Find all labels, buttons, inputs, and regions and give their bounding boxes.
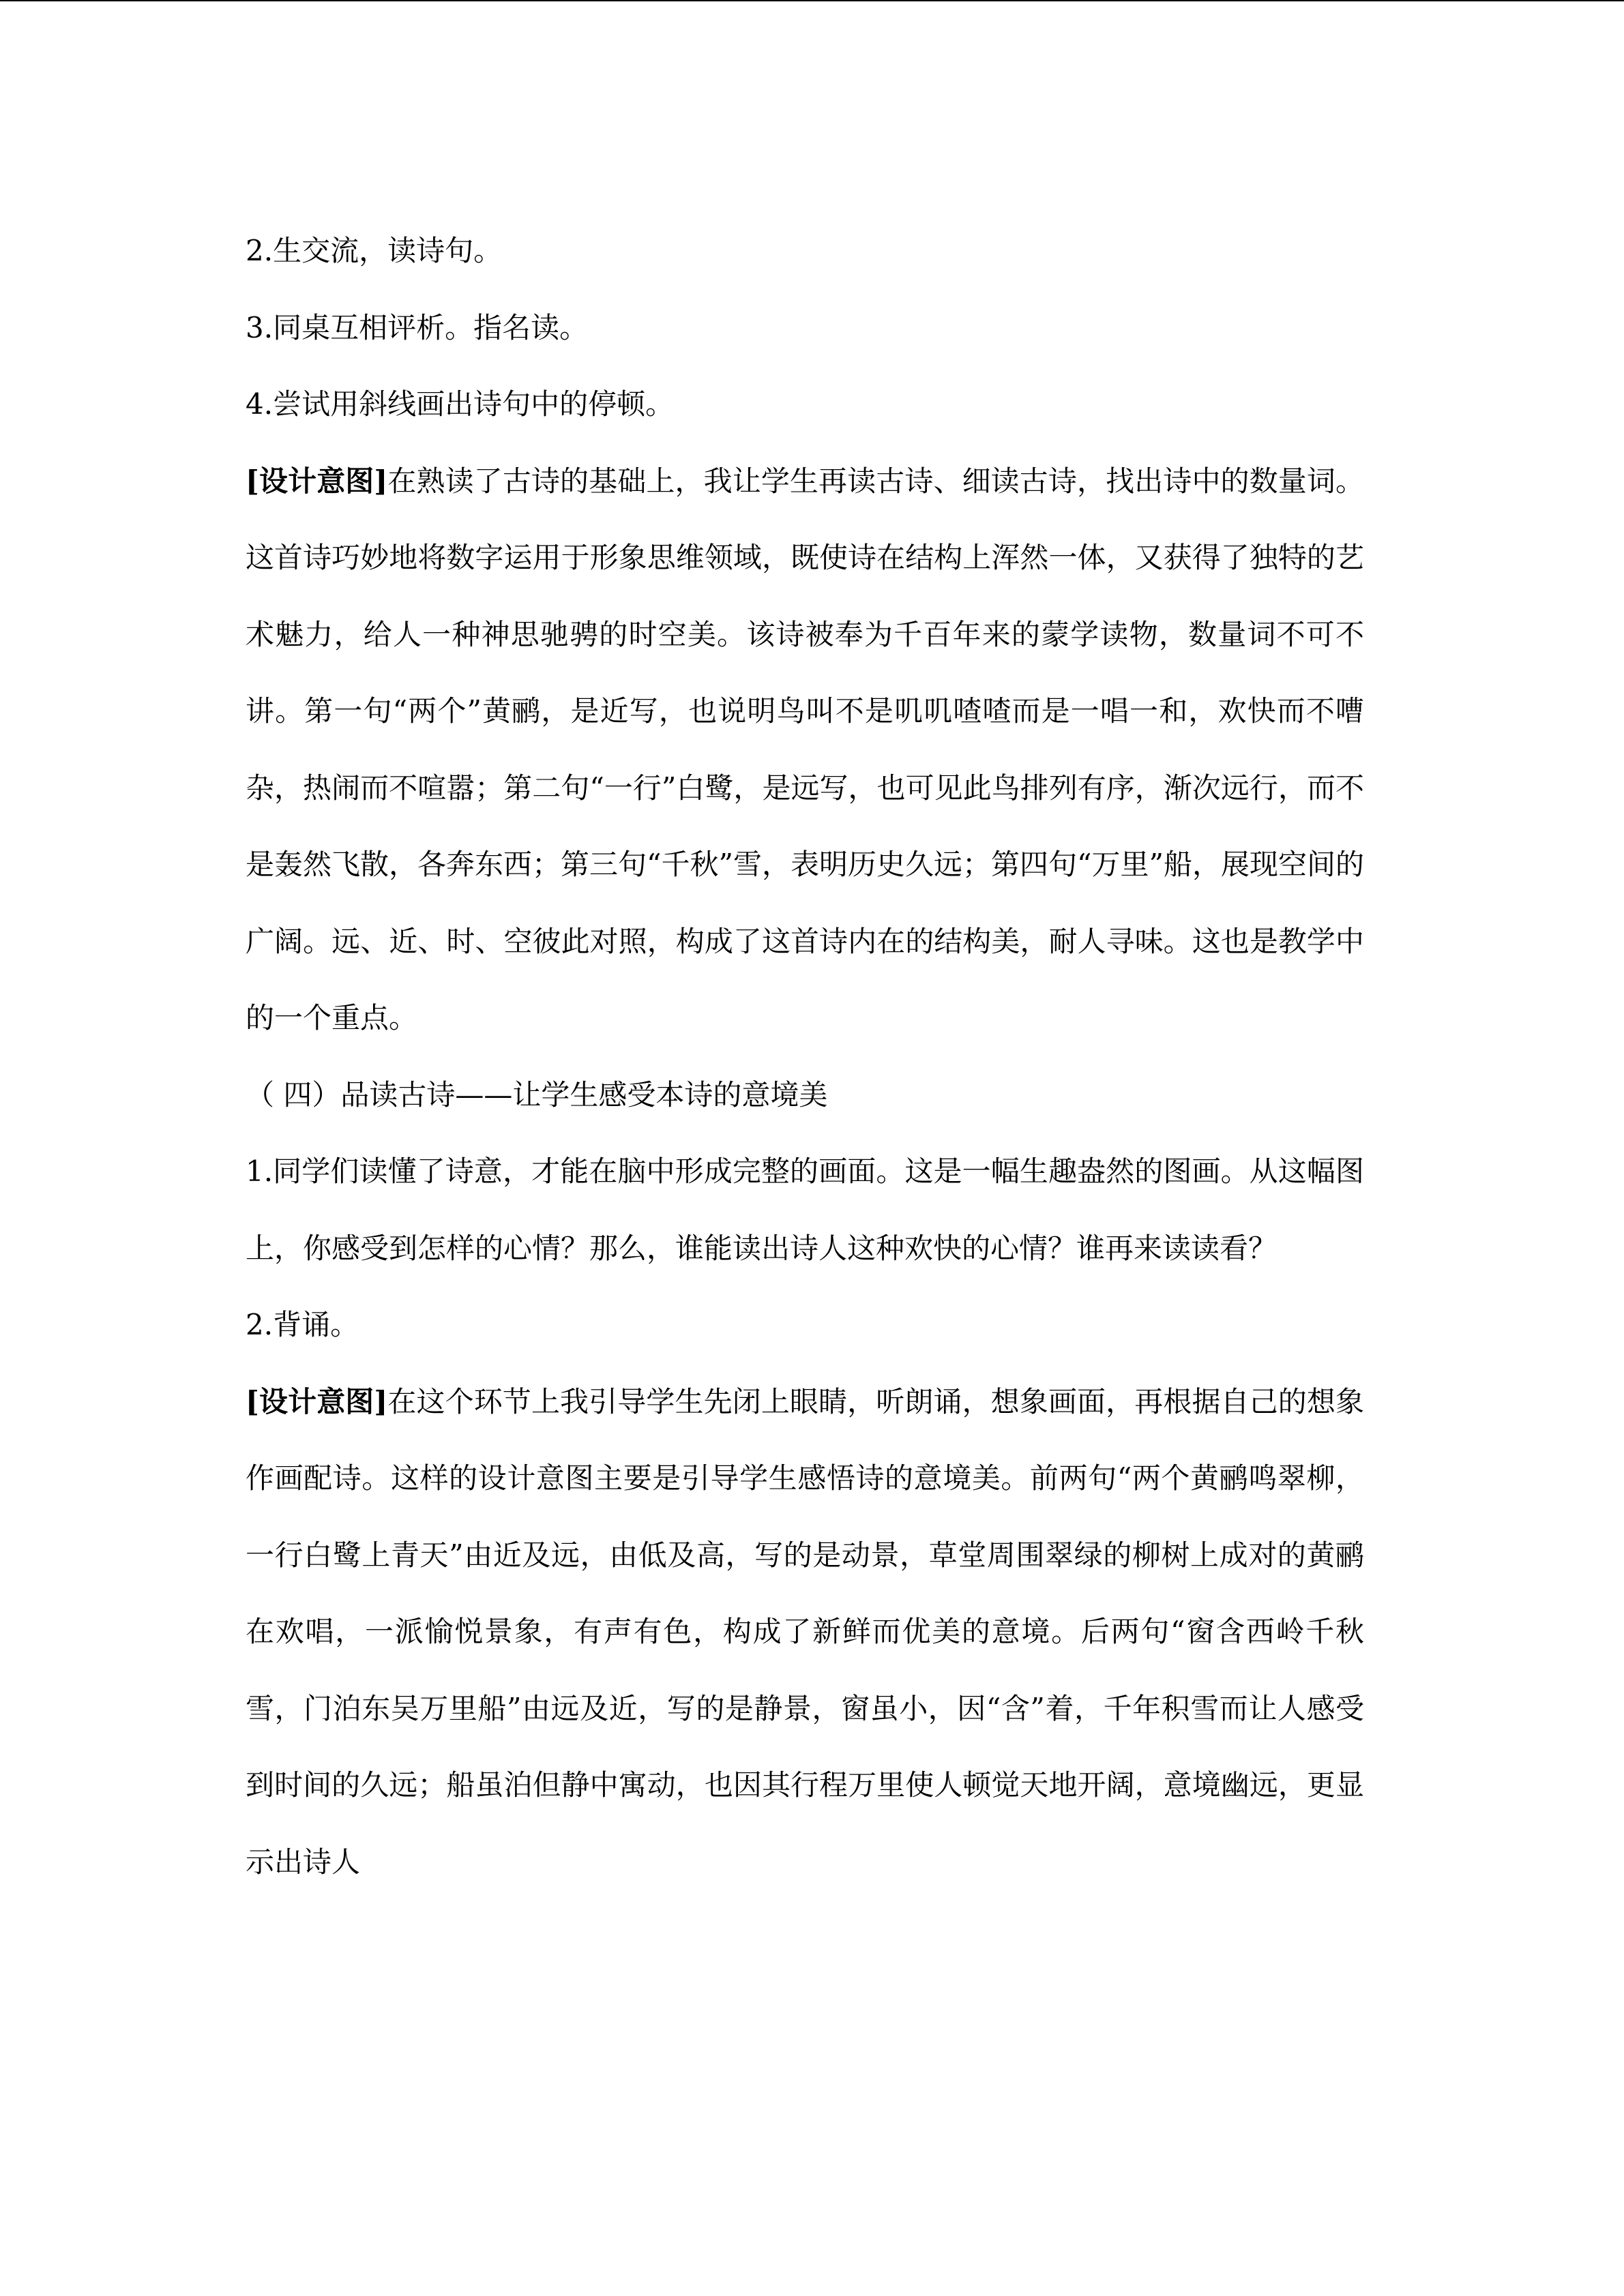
design-intent-label: [设计意图] (246, 1384, 388, 1418)
paragraph-text: 3.同桌互相评析。指名读。 (246, 310, 589, 344)
design-intent-text: 在这个环节上我引导学生先闭上眼睛，听朗诵，想象画面，再根据自己的想象作画配诗。这样的设计意图主要是引导学生感悟诗的意境美。前两句“两个黄鹂鸣翠柳，一行白鹭上青天”由近及远，由低及高，写的是动景，草堂周围翠绿的柳树上成对的黄鹂在欢唱，一派愉悦景象，有声有色，构成了新鲜而优美的意境。后两句“窗含西岭千秋雪，门泊东吴万里船”由远及近，写的是静景，窗虽小，因“含”着，千年积雪而让人感受到时间的久远；船虽泊但静中寓动，也因其行程万里使人顿觉天地开阔，意境幽远，更显示出诗人 (246, 1384, 1364, 1879)
paragraph-text: 2.背诵。 (246, 1308, 359, 1341)
reading-step-1-paragraph (246, 1133, 1364, 1287)
section-heading-4 (246, 1057, 1364, 1134)
paragraph-text: 2.生交流，读诗句。 (246, 234, 503, 267)
recite-step-paragraph (246, 1287, 1364, 1364)
design-intent-paragraph-2 (246, 1364, 1364, 1901)
step-3-paragraph (246, 290, 1364, 367)
step-2-paragraph (246, 213, 1364, 290)
page-top-border (0, 0, 1624, 1)
design-intent-paragraph-1 (246, 443, 1364, 1057)
step-4-paragraph (246, 366, 1364, 443)
document-body (246, 213, 1364, 1900)
design-intent-label: [设计意图] (246, 464, 388, 498)
paragraph-text: 4.尝试用斜线画出诗句中的停顿。 (246, 387, 675, 421)
design-intent-text: 在熟读了古诗的基础上，我让学生再读古诗、细读古诗，找出诗中的数量词。这首诗巧妙地将数字运用于形象思维领域，既使诗在结构上浑然一体，又获得了独特的艺术魅力，给人一种神思驰骋的时空美。该诗被奉为千百年来的蒙学读物，数量词不可不讲。第一句“两个”黄鹂，是近写，也说明鸟叫不是叽叽喳喳而是一唱一和，欢快而不嘈杂，热闹而不喧嚣；第二句“一行”白鹭，是远写，也可见此鸟排列有序，渐次远行，而不是轰然飞散，各奔东西；第三句“千秋”雪，表明历史久远；第四句“万里”船，展现空间的广阔。远、近、时、空彼此对照，构成了这首诗内在的结构美，耐人寻味。这也是教学中的一个重点。 (246, 464, 1364, 1034)
paragraph-text: 1.同学们读懂了诗意，才能在脑中形成完整的画面。这是一幅生趣盎然的图画。从这幅图上，你感受到怎样的心情？那么，谁能读出诗人这种欢快的心情？谁再来读读看？ (246, 1154, 1364, 1265)
section-heading-text: （ 四）品读古诗——让学生感受本诗的意境美 (246, 1077, 828, 1112)
